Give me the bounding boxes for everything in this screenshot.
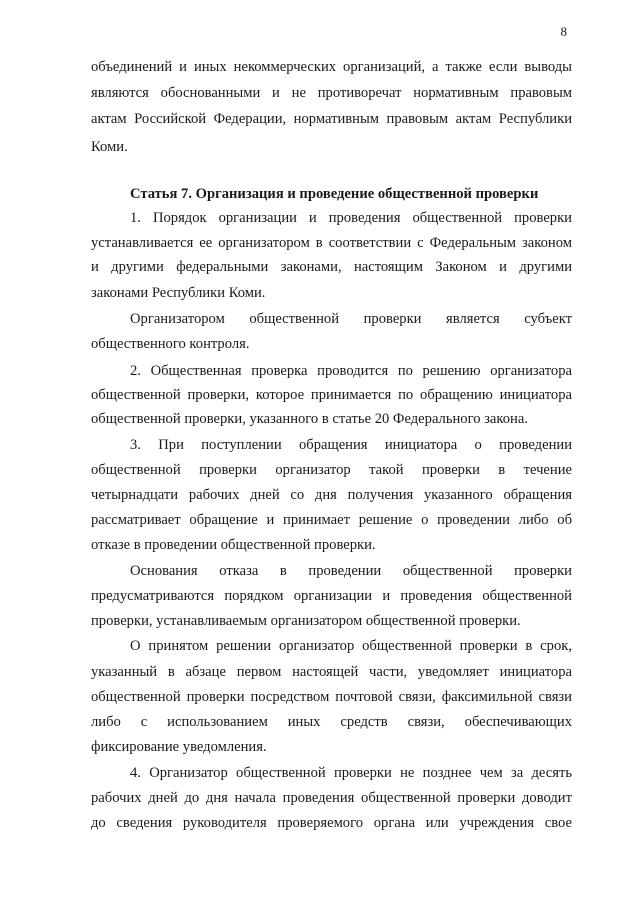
text-line: актам Российской Федерации, нормативным правовым актам Республики bbox=[91, 111, 572, 127]
paragraph-first-line: О принятом решении организатор общественной проверки в срок, bbox=[130, 638, 572, 654]
text-line: объединений и иных некоммерческих организаций, а также если выводы bbox=[91, 59, 572, 75]
paragraph-first-line: Организатором общественной проверки является субъект bbox=[130, 311, 572, 327]
paragraph-first-line: 3. При поступлении обращения инициатора о проведении bbox=[130, 437, 572, 453]
text-line: фиксирование уведомления. bbox=[91, 739, 267, 755]
text-line: указанный в абзаце первом настоящей части, уведомляет инициатора bbox=[91, 664, 572, 680]
text-line: Коми. bbox=[91, 139, 128, 155]
text-line: законами Республики Коми. bbox=[91, 285, 266, 301]
text-line: рабочих дней до дня начала проведения общественной проверки доводит bbox=[91, 790, 572, 806]
text-line: рассматривает обращение и принимает решение о проведении либо об bbox=[91, 512, 572, 528]
text-line: и другими федеральными законами, настоящим Законом и другими bbox=[91, 259, 572, 275]
text-line: четырнадцати рабочих дней со дня получения указанного обращения bbox=[91, 487, 572, 503]
text-line: устанавливается ее организатором в соответствии с Федеральным законом bbox=[91, 235, 572, 251]
text-line: общественной проверки, указанного в статье 20 Федерального закона. bbox=[91, 411, 528, 427]
text-line: до сведения руководителя проверяемого органа или учреждения свое bbox=[91, 815, 572, 831]
paragraph-first-line: Основания отказа в проведении общественной проверки bbox=[130, 563, 572, 579]
paragraph-first-line: 2. Общественная проверка проводится по решению организатора bbox=[130, 363, 572, 379]
text-line: либо с использованием иных средств связи, обеспечивающих bbox=[91, 714, 572, 730]
text-line: проверки, устанавливаемым организатором общественной проверки. bbox=[91, 613, 521, 629]
text-line: общественной проверки, которое принимается по обращению инициатора bbox=[91, 387, 572, 403]
text-line: общественной проверки посредством почтовой связи, факсимильной связи bbox=[91, 689, 572, 705]
paragraph-first-line: 1. Порядок организации и проведения общественной проверки bbox=[130, 210, 572, 226]
text-line: общественной проверки организатор такой проверки в течение bbox=[91, 462, 572, 478]
page-number: 8 bbox=[560, 24, 567, 39]
paragraph-first-line: 4. Организатор общественной проверки не позднее чем за десять bbox=[130, 765, 572, 781]
text-line: являются обоснованными и не противоречат нормативным правовым bbox=[91, 85, 572, 101]
text-line: общественного контроля. bbox=[91, 336, 250, 352]
text-line: предусматриваются порядком организации и проведения общественной bbox=[91, 588, 572, 604]
article-heading: Статья 7. Организация и проведение общественной проверки bbox=[130, 186, 539, 202]
text-line: отказе в проведении общественной проверки. bbox=[91, 537, 376, 553]
